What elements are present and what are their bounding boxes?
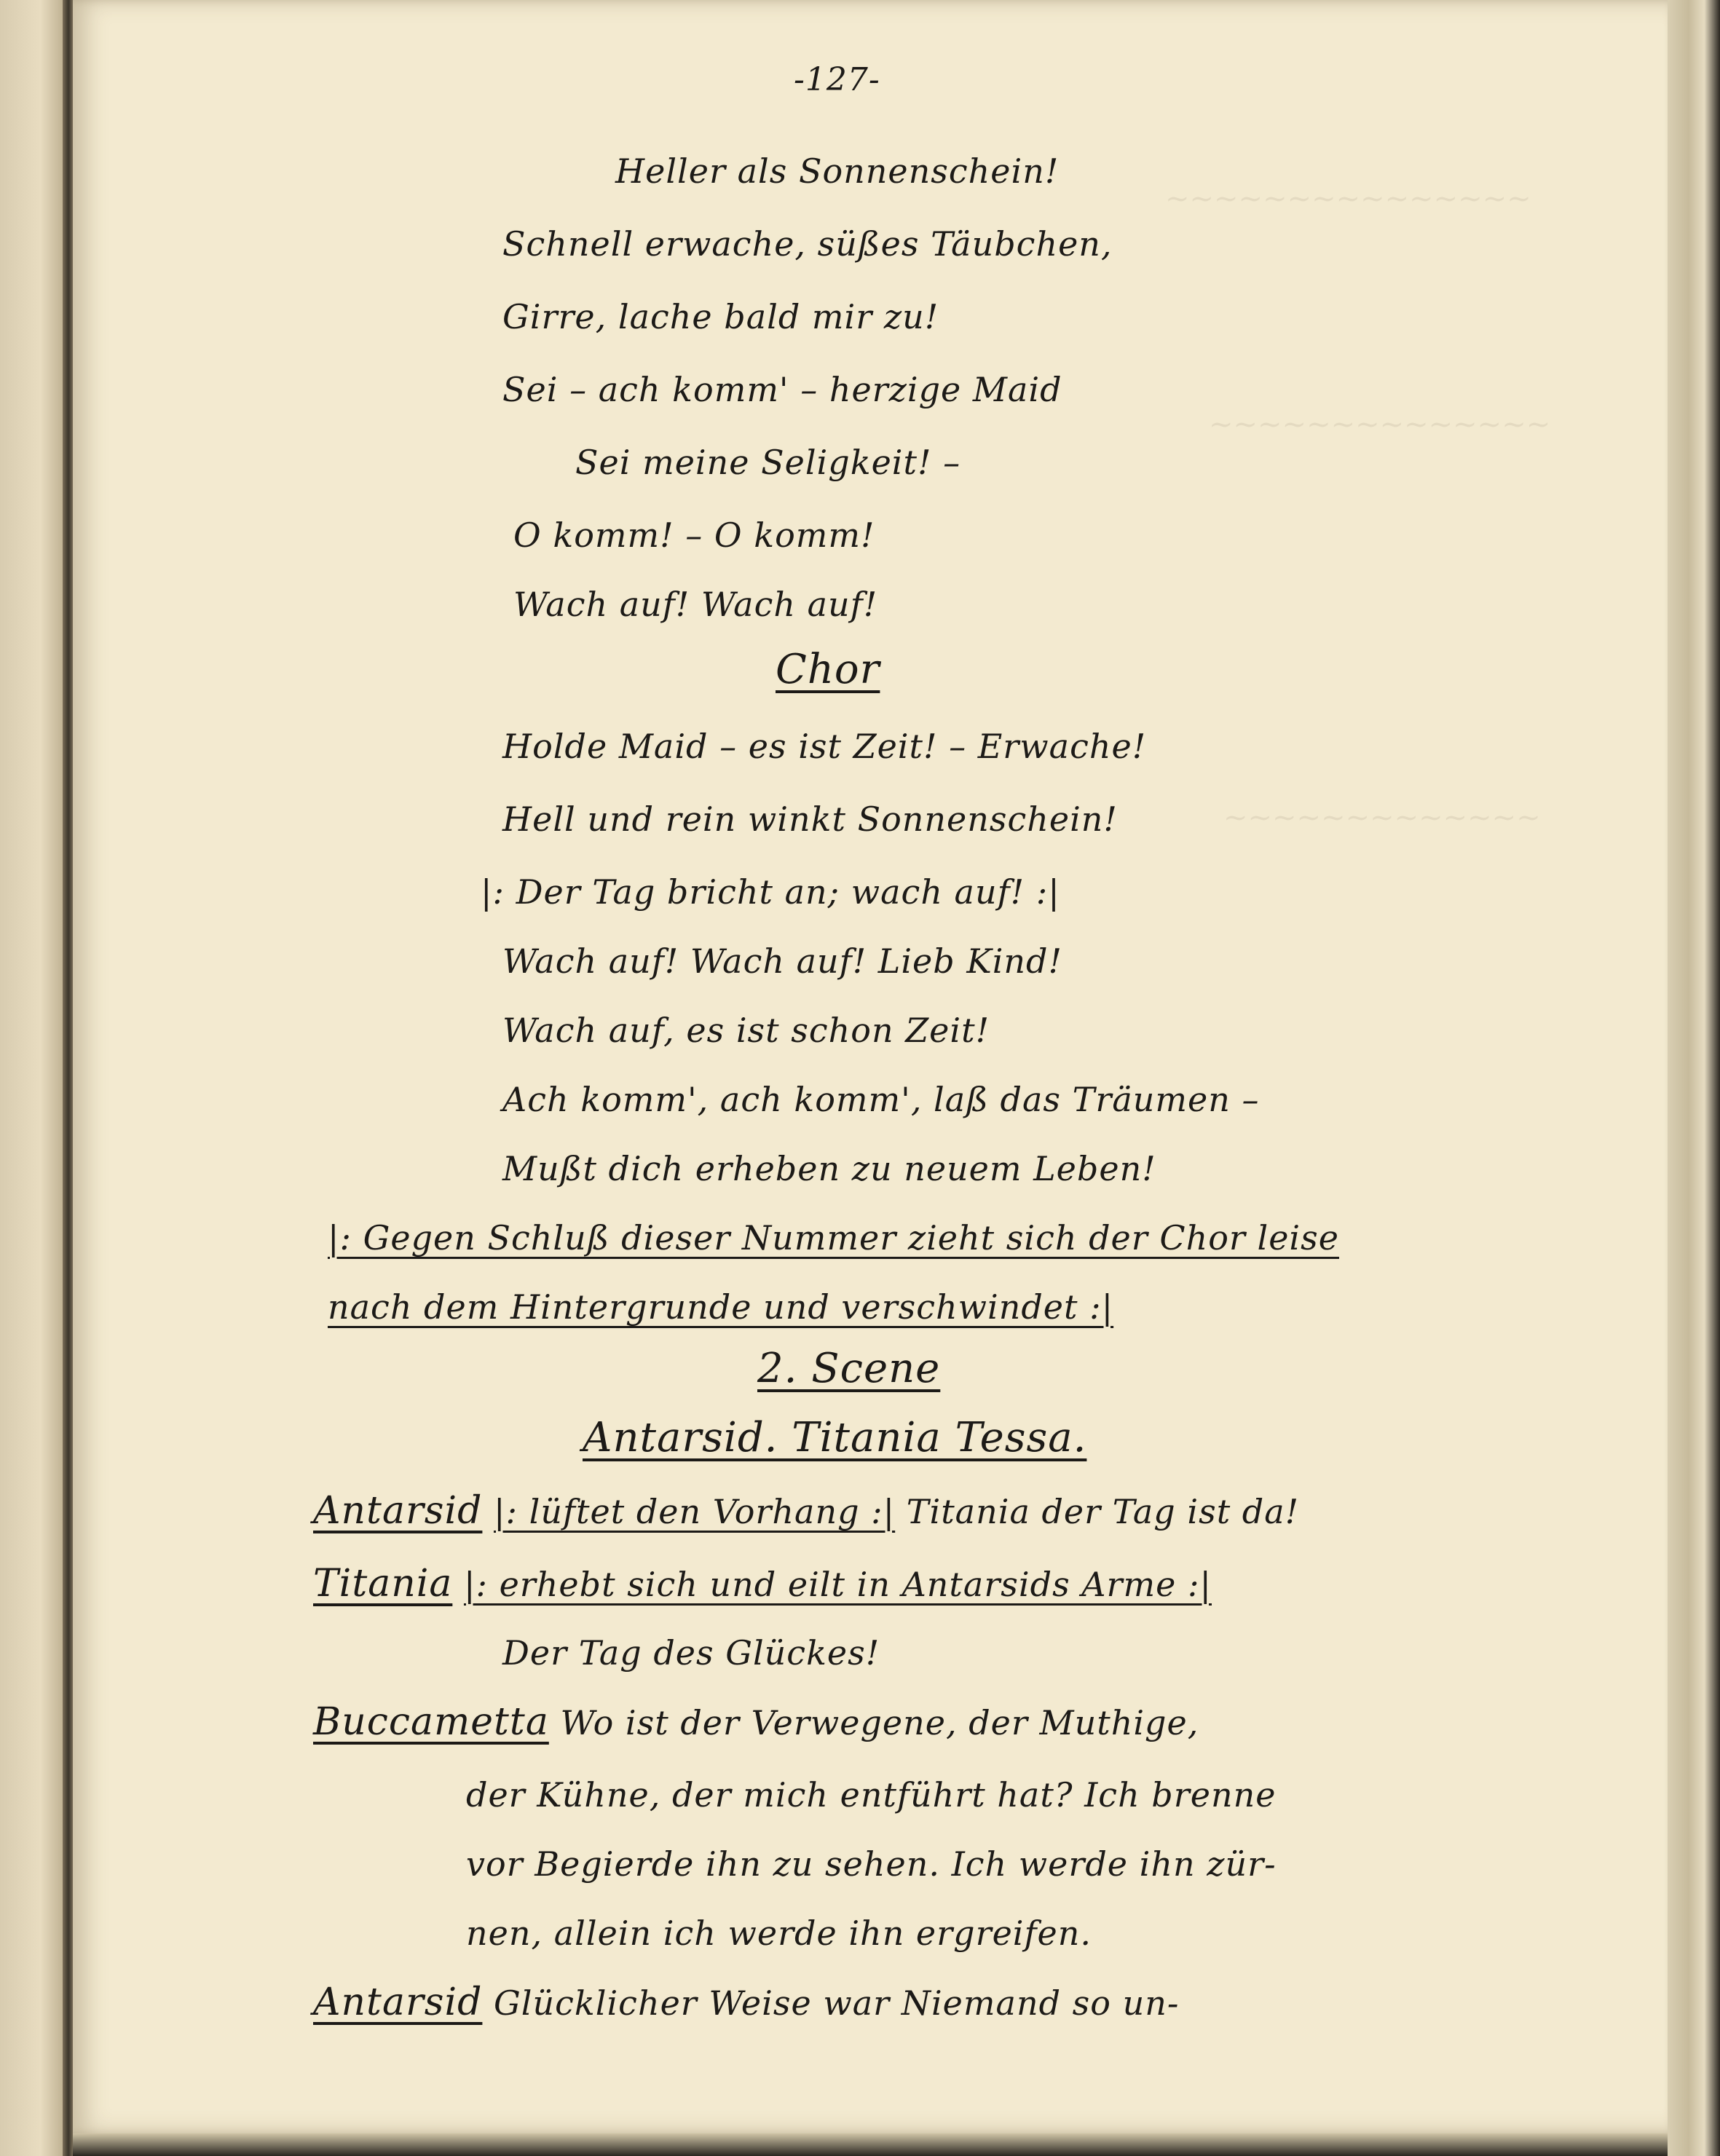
bleed-through: ~~~~~~~~~~~~~~ bbox=[1209, 408, 1551, 441]
chorus-line: Wach auf, es ist schon Zeit! bbox=[502, 1011, 990, 1050]
stage-direction: |: erhebt sich und eilt in Antarsids Arme :| bbox=[463, 1565, 1212, 1604]
chorus-heading: Chor bbox=[776, 646, 880, 693]
chorus-line: Hell und rein winkt Sonnenschein! bbox=[502, 799, 1118, 839]
stage-direction: nach dem Hintergrunde und verschwindet :| bbox=[328, 1287, 1114, 1327]
verse-line: O komm! – O komm! bbox=[513, 516, 875, 555]
scene-heading: 2. Scene bbox=[757, 1345, 941, 1392]
chorus-line: Holde Maid – es ist Zeit! – Erwache! bbox=[502, 727, 1147, 766]
scene-characters: Antarsid. Titania Tessa. bbox=[583, 1414, 1087, 1461]
verse-line: Girre, lache bald mir zu! bbox=[502, 297, 939, 336]
dialogue-continuation: vor Begierde ihn zu sehen. Ich werde ihn zür- bbox=[466, 1844, 1277, 1884]
chorus-line: Ach komm', ach komm', laß das Träumen – bbox=[502, 1080, 1260, 1119]
page-bottom-edge bbox=[73, 2133, 1675, 2156]
speaker-name: Antarsid bbox=[313, 1489, 483, 1533]
speaker-name: Buccametta bbox=[313, 1700, 549, 1744]
bleed-through: ~~~~~~~~~~~~~ bbox=[1223, 801, 1541, 834]
dialogue-text: Glücklicher Weise war Niemand so un- bbox=[494, 1983, 1180, 2023]
bleed-through: ~~~~~~~~~~~~~~~ bbox=[1165, 182, 1531, 216]
verse-line: Wach auf! Wach auf! bbox=[513, 585, 878, 624]
manuscript-page bbox=[73, 0, 1675, 2133]
chorus-line: Mußt dich erheben zu neuem Leben! bbox=[502, 1149, 1156, 1188]
dialogue-line bbox=[313, 1562, 1212, 1606]
right-page-edges bbox=[1668, 0, 1720, 2156]
dialogue-continuation: der Kühne, der mich entführt hat? Ich brenne bbox=[466, 1775, 1277, 1815]
chorus-line: |: Der Tag bricht an; wach auf! :| bbox=[481, 872, 1060, 912]
stage-direction: |: lüftet den Vorhang :| bbox=[494, 1492, 896, 1531]
speaker-name: Titania bbox=[313, 1562, 453, 1606]
dialogue-line bbox=[313, 1700, 1199, 1745]
dialogue-line bbox=[313, 1981, 1179, 2025]
dialogue-text: Wo ist der Verwegene, der Muthige, bbox=[560, 1703, 1199, 1742]
dialogue-text: Titania der Tag ist da! bbox=[906, 1492, 1300, 1531]
dialogue-continuation: Der Tag des Glückes! bbox=[502, 1633, 880, 1673]
speaker-name: Antarsid bbox=[313, 1981, 483, 2024]
page-number: -127- bbox=[794, 61, 880, 98]
verse-line: Sei meine Seligkeit! – bbox=[575, 443, 961, 482]
chorus-line: Wach auf! Wach auf! Lieb Kind! bbox=[502, 941, 1062, 981]
verse-line: Schnell erwache, süßes Täubchen, bbox=[502, 224, 1113, 264]
verse-line: Sei – ach komm' – herzige Maid bbox=[502, 370, 1062, 409]
stage-direction: |: Gegen Schluß dieser Nummer zieht sich der Chor leise bbox=[328, 1218, 1339, 1257]
dialogue-continuation: nen, allein ich werde ihn ergreifen. bbox=[466, 1914, 1092, 1953]
verse-line: Heller als Sonnenschein! bbox=[615, 151, 1060, 191]
left-page-edge bbox=[0, 0, 67, 2156]
handwritten-text bbox=[73, 0, 1675, 2133]
dialogue-line bbox=[313, 1489, 1299, 1533]
